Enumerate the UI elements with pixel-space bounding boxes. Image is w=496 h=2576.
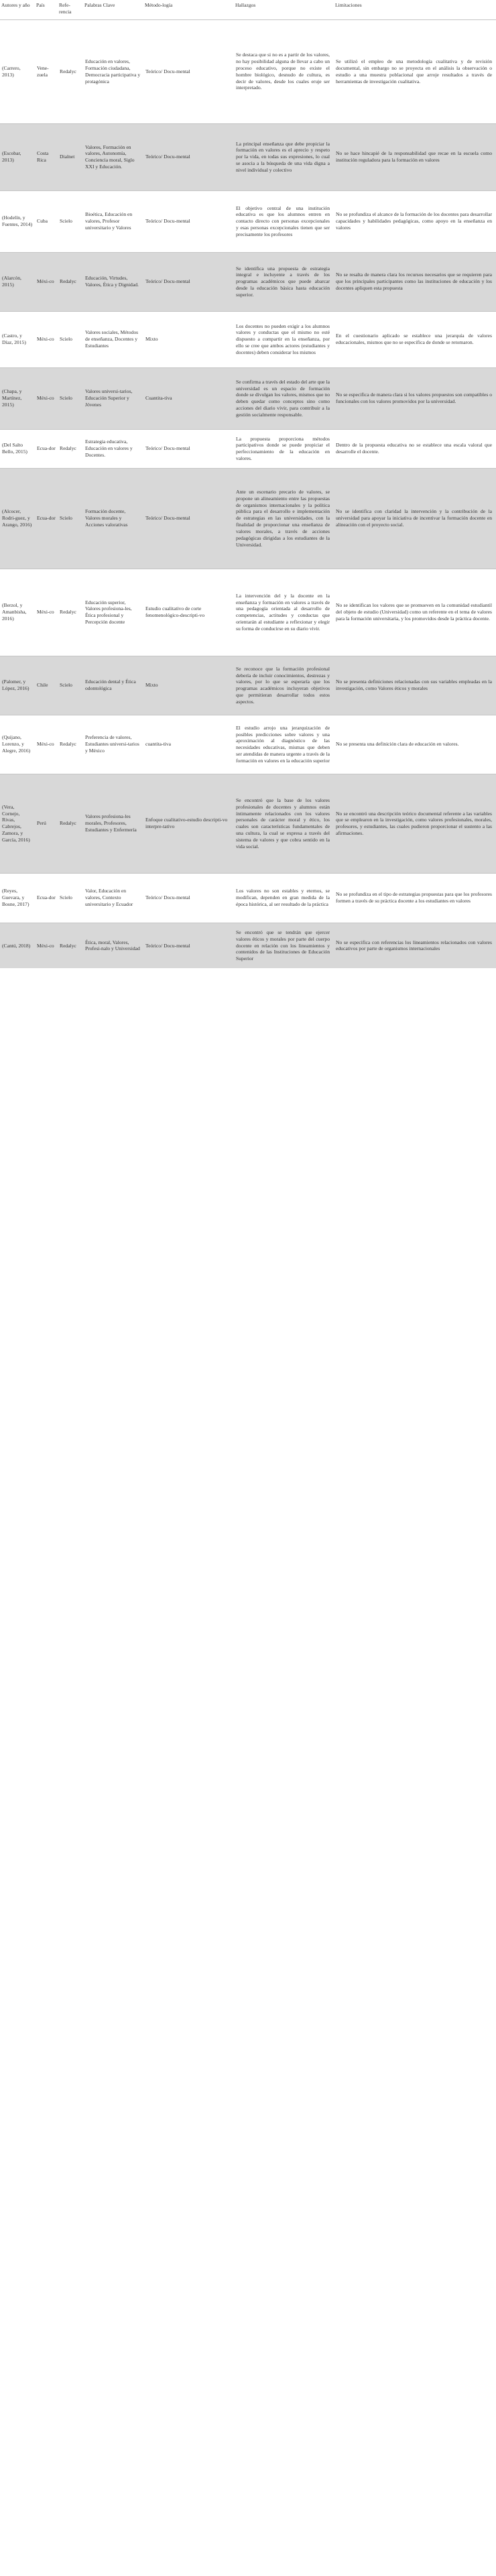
- table-row: [0, 656, 496, 715]
- cell-hallazgos: Se confirma a través del estado del arte que la universidad es un espacio de formación donde se divulgan los valores, mismos que no deben quedar como conceptos sino como acciones del diario vivir, para contribuir a la gestión socialmente responsable.: [234, 367, 334, 429]
- cell-palabras-clave: Valores, Formación en valores, Autonomía, Conciencia moral, Siglo XXI y Educación.: [83, 123, 143, 190]
- header-referencia: Refe-rencia: [58, 0, 83, 19]
- cell-limitaciones: No se identifica con claridad la intervención y la contribución de la universidad para apoyar la iniciativa de incentivar la formación docente en alineación con el proyecto social.: [334, 468, 496, 569]
- header-pais: País: [35, 0, 58, 19]
- cell-autor: (Carrero, 2013): [0, 19, 35, 123]
- cell-hallazgos: El estudio arrojo una jerarquización de posibles predicciones sobre valores y una aproximación al diagnóstico de las necesidades educativas, mismas que deben ser atendidas de manera urgente a través de la formación en valores en la educación superior: [234, 715, 334, 774]
- table-row: [0, 873, 496, 923]
- cell-hallazgos: La intervención del y la docente en la enseñanza y formación en valores a través de una pedagogía orientada al desarrollo de competencias, actitudes y conductas que orientarán al estudiante a reflexionar y elegir su forma de conducirse en su diario vivir.: [234, 569, 334, 656]
- cell-referencia: Scielo: [58, 190, 83, 252]
- cell-pais: Ecua-dor: [35, 429, 58, 468]
- cell-palabras-clave: Estrategia educativa, Educación en valores y Docentes.: [83, 429, 143, 468]
- cell-metodologia: Teórico/ Docu-mental: [143, 429, 234, 468]
- header-palabras-clave: Palabras Clave: [83, 0, 143, 19]
- cell-metodologia: cuantita-tiva: [143, 715, 234, 774]
- cell-referencia: Scielo: [58, 873, 83, 923]
- cell-limitaciones: No se identifican los valores que se promueven en la comunidad estudiantil del objeto de estudio (Universidad) como un referente en el tema de valores para la formación universitaria, y los promovidos desde la práctica docente.: [334, 569, 496, 656]
- cell-hallazgos: Ante un escenario precario de valores, se propone un alineamiento entre las propuestas de organismos internacionales y la política pública para el desarrollo e implementación de estrategias en las universidades, con la finalidad de proporcionar una enseñanza de valores morales, a través de acciones pedagógicas dirigidas a los estudiantes de la Universidad.: [234, 468, 334, 569]
- cell-palabras-clave: Valor, Educación en valores, Contexto universitario y Ecuador: [83, 873, 143, 923]
- cell-hallazgos: Los valores no son estables y eternos, se modifican, dependen en gran medida de la época histórica, al ser resultado de la práctica: [234, 873, 334, 923]
- cell-metodologia: Cuantita-tiva: [143, 367, 234, 429]
- cell-autor: (Chapa, y Martínez, 2015): [0, 367, 35, 429]
- table-row: [0, 19, 496, 123]
- table-body: [0, 19, 496, 968]
- cell-autor: (Hodelín, y Fuentes, 2014): [0, 190, 35, 252]
- cell-palabras-clave: Bioética, Educación en valores, Profesor universitario y Valores: [83, 190, 143, 252]
- cell-pais: Méxi-co: [35, 367, 58, 429]
- header-hallazgos: Hallazgos: [234, 0, 334, 19]
- cell-referencia: Redalyc: [58, 569, 83, 656]
- cell-pais: Ecua-dor: [35, 468, 58, 569]
- cell-pais: Chile: [35, 656, 58, 715]
- cell-referencia: Redalyc: [58, 19, 83, 123]
- cell-hallazgos: Se encontró que la base de los valores profesionales de docentes y alumnos están íntimamente relacionados con los valores personales de carácter moral y ético, los cuales son características fundamentales de una cultura, la cual se expresa a través del sistema de valores y que cobra sentido en la vida social.: [234, 774, 334, 873]
- cell-referencia: Redalyc: [58, 715, 83, 774]
- cell-referencia: Redalyc: [58, 429, 83, 468]
- table-row: [0, 923, 496, 968]
- cell-autor: (Del Salto Bello, 2015): [0, 429, 35, 468]
- table-row: [0, 715, 496, 774]
- cell-pais: Vene-zuela: [35, 19, 58, 123]
- cell-limitaciones: No se especifica con referencias los lineamientos relacionados con valores educativos por parte de organismos internacionales: [334, 923, 496, 968]
- cell-palabras-clave: Valores sociales, Métodos de enseñanza, Docentes y Estudiantes: [83, 311, 143, 367]
- cell-autor: (Quijano, Lorenzo, y Alegre, 2016): [0, 715, 35, 774]
- cell-referencia: Scielo: [58, 656, 83, 715]
- cell-metodologia: Enfoque cualitativo-estudio descripti-vo interpre-tativo: [143, 774, 234, 873]
- cell-limitaciones: No se profundiza en el tipo de estrategias propuestas para que los profesores formen a través de su práctica docente a los estudiantes en valores: [334, 873, 496, 923]
- cell-limitaciones: En el cuestionario aplicado se establece una jerarquía de valores educacionales, mismos que no se especifica de donde se retomaron.: [334, 311, 496, 367]
- cell-autor: (Vera, Cornejo, Rivas, Cabrejos, Zamora, y García, 2016): [0, 774, 35, 873]
- cell-limitaciones: No se encontró una descripción teórico documental referente a las variables que se emplearon en la investigación, como valores profesionales, morales, profesores, y estudiantes, las cuales pudieron proporcionar el sustento a las afirmaciones.: [334, 774, 496, 873]
- literature-review-table: [0, 0, 496, 968]
- header-autor: Autores y año: [0, 0, 35, 19]
- cell-autor: (Berzol, y Amanbisha, 2016): [0, 569, 35, 656]
- cell-palabras-clave: Valores profesiona-les morales, Profesores, Estudiantes y Enfermería: [83, 774, 143, 873]
- cell-pais: Ecua-dor: [35, 873, 58, 923]
- cell-hallazgos: La propuesta proporciona métodos participativos donde se puede propiciar el perfeccionamiento de la educación en valores.: [234, 429, 334, 468]
- cell-metodologia: Teórico/ Docu-mental: [143, 190, 234, 252]
- table-row: [0, 311, 496, 367]
- cell-palabras-clave: Formación docente, Valores morales y Acciones valorativas: [83, 468, 143, 569]
- header-metodologia: Método-logía: [143, 0, 234, 19]
- cell-referencia: Redalyc: [58, 252, 83, 311]
- cell-pais: Perú: [35, 774, 58, 873]
- cell-limitaciones: No se resalta de manera clara los recursos necesarios que se requieren para que los principales participantes como las instituciones de educación y los docentes apliquen esta propuesta: [334, 252, 496, 311]
- cell-metodologia: Teórico/ Docu-mental: [143, 252, 234, 311]
- cell-palabras-clave: Educación en valores, Formación ciudadana, Democracia participativa y protagónica: [83, 19, 143, 123]
- cell-palabras-clave: Valores universi-tarios, Educación Superior y Jóvenes: [83, 367, 143, 429]
- cell-palabras-clave: Ética, moral, Valores, Profesi-nalo y Universidad: [83, 923, 143, 968]
- cell-palabras-clave: Educación, Virtudes, Valores, Ética y Dignidad.: [83, 252, 143, 311]
- cell-pais: Méxi-co: [35, 923, 58, 968]
- cell-metodologia: Teórico/ Docu-mental: [143, 123, 234, 190]
- cell-referencia: Scielo: [58, 468, 83, 569]
- cell-palabras-clave: Preferencia de valores, Estudiantes universi-tarios y México: [83, 715, 143, 774]
- cell-referencia: Redalyc: [58, 774, 83, 873]
- table-row: [0, 367, 496, 429]
- table-row: [0, 569, 496, 656]
- table-row: [0, 429, 496, 468]
- cell-pais: Méxi-co: [35, 569, 58, 656]
- cell-hallazgos: El objetivo central de una institución educativa es que los alumnos entren en contacto directo con personas excepcionales y esas personas excepcionales tienen que ser precisamente los profesores: [234, 190, 334, 252]
- cell-autor: (Cantú, 2018): [0, 923, 35, 968]
- cell-metodologia: Teórico/ Docu-mental: [143, 19, 234, 123]
- table-row: [0, 252, 496, 311]
- cell-pais: Méxi-co: [35, 311, 58, 367]
- cell-palabras-clave: Educación dental y Ética odontológica: [83, 656, 143, 715]
- cell-referencia: Redalyc: [58, 923, 83, 968]
- cell-limitaciones: No se presenta una definición clara de educación en valores.: [334, 715, 496, 774]
- cell-hallazgos: Se reconoce que la formación profesional debería de incluir conocimientos, destrezas y valores, por lo que se esperaría que los programas académicos incluyeran objetivos que permitieran desarrollar todos estos aspectos.: [234, 656, 334, 715]
- cell-autor: (Alarcón, 2015): [0, 252, 35, 311]
- cell-pais: Cuba: [35, 190, 58, 252]
- cell-pais: Méxi-co: [35, 715, 58, 774]
- cell-hallazgos: Se identifica una propuesta de estrategia integral e incluyente a través de los programas académicos que puede abarcar desde la educación básica hasta educación superior.: [234, 252, 334, 311]
- cell-palabras-clave: Educación superior, Valores profesiona-les, Ética profesional y Percepción docente: [83, 569, 143, 656]
- cell-limitaciones: No se especifica de manera clara si los valores propuestos son compatibles o funcionales con los valores promovidos por la universidad.: [334, 367, 496, 429]
- cell-autor: (Palomer, y López, 2016): [0, 656, 35, 715]
- cell-referencia: Dialnet: [58, 123, 83, 190]
- cell-referencia: Scielo: [58, 367, 83, 429]
- cell-hallazgos: Los docentes no pueden exigir a los alumnos valores y conductas que el mismo no esté dispuesto a compartir en la enseñanza, por ello se cree que ambos actores (estudiantes y docentes) deben considerar los mismos: [234, 311, 334, 367]
- cell-metodologia: Teórico/ Docu-mental: [143, 873, 234, 923]
- table-row: [0, 774, 496, 873]
- cell-metodologia: Teórico/ Docu-mental: [143, 468, 234, 569]
- table-header-row: [0, 0, 496, 19]
- table-row: [0, 190, 496, 252]
- cell-hallazgos: Se encontró que se tendrán que ejercer valores éticos y morales por parte del cuerpo docente en relación con los lineamientos y contenidos de las Instituciones de Educación Superior: [234, 923, 334, 968]
- cell-autor: (Alcocer, Rodri-guez, y Arango, 2016): [0, 468, 35, 569]
- cell-pais: Méxi-co: [35, 252, 58, 311]
- cell-hallazgos: La principal enseñanza que debe propiciar la formación en valores es el aprecio y respeto por la vida, en todas sus expresiones, lo cual se asocia a la búsqueda de una vida digna a nivel individual y colectivo: [234, 123, 334, 190]
- table-row: [0, 468, 496, 569]
- cell-limitaciones: No se profundiza el alcance de la formación de los docentes para desarrollar capacidades y habilidades pedagógicas, como apoyo en la enseñanza en valores: [334, 190, 496, 252]
- cell-hallazgos: Se destaca que si no es a partir de los valores, no hay posibilidad alguna de llevar a cabo un proceso educativo, porque no existe el hombre biológico, desnudo de cultura, es decir de valores, desde los cuales eruje ser interpretado.: [234, 19, 334, 123]
- cell-pais: Costa Rica: [35, 123, 58, 190]
- header-limitaciones: Limitaciones: [334, 0, 496, 19]
- table-row: [0, 123, 496, 190]
- cell-metodologia: Teórico/ Docu-mental: [143, 923, 234, 968]
- cell-autor: (Reyes, Guevara, y Bosne, 2017): [0, 873, 35, 923]
- cell-metodologia: Mixto: [143, 311, 234, 367]
- cell-limitaciones: Dentro de la propuesta educativa no se establece una escala valoral que desarrolle el docente.: [334, 429, 496, 468]
- cell-metodologia: Mixto: [143, 656, 234, 715]
- cell-limitaciones: Se utilizó el empleo de una metodología cualitativa y de revisión documental, sin embargo no se proyecta en el análisis la observación o estudio a una muestra poblacional que arroje resultados a través de herramientas de investigación cualitativa.: [334, 19, 496, 123]
- cell-limitaciones: No se hace hincapié de la responsabilidad que recae en la escuela como institución reguladora para la formación en valores: [334, 123, 496, 190]
- cell-autor: (Escobar, 2013): [0, 123, 35, 190]
- cell-metodologia: Estudio cualitativo de corte fenomenológico-descripti-vo: [143, 569, 234, 656]
- cell-referencia: Scielo: [58, 311, 83, 367]
- cell-autor: (Castro, y Díaz, 2015): [0, 311, 35, 367]
- cell-limitaciones: No se presenta definiciones relacionadas con sus variables empleadas en la investigación, como Valores éticos y morales: [334, 656, 496, 715]
